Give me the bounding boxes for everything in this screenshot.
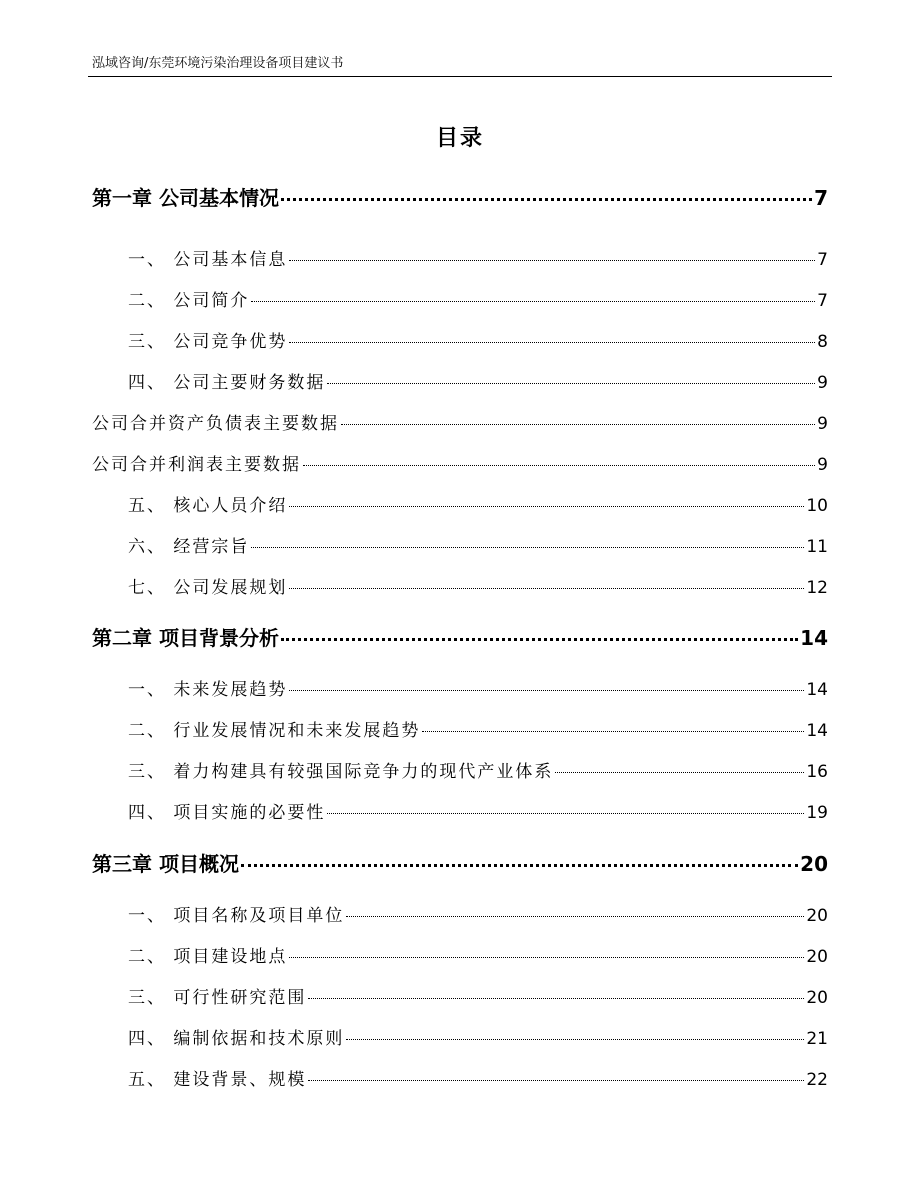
dot-leader [289,957,804,958]
toc-entry-label: 五、 核心人员介绍 [128,496,288,516]
toc-entry-label: 七、 公司发展规划 [128,578,288,598]
toc-entry[interactable] [128,491,828,516]
dot-leader [422,731,804,732]
dot-leader [346,916,804,917]
toc-entry-page: 11 [806,537,828,557]
toc-entry-label: 三、 公司竞争优势 [128,332,288,352]
toc-entry[interactable] [128,983,828,1008]
toc-entry-page: 21 [806,1029,828,1049]
toc-entry-chapter-2[interactable] [92,622,828,651]
toc-entry-label: 二、 行业发展情况和未来发展趋势 [128,721,421,741]
dot-leader [251,547,804,548]
dot-leader [308,998,804,999]
toc-entry-label: 三、 着力构建具有较强国际竞争力的现代产业体系 [128,762,554,782]
toc-entry-label: 五、 建设背景、规模 [128,1070,307,1090]
toc-entry[interactable] [128,757,828,782]
dot-leader [241,864,798,867]
dot-leader [281,198,812,201]
dot-leader [289,588,804,589]
dot-leader [327,383,815,384]
toc-entry-page: 14 [806,680,828,700]
toc-entry-label: 三、 可行性研究范围 [128,988,307,1008]
toc-entry-page: 7 [817,250,828,270]
toc-entry-label: 公司合并利润表主要数据 [92,455,301,475]
toc-entry-page: 9 [817,373,828,393]
dot-leader [341,424,815,425]
toc-entry[interactable] [128,245,828,270]
toc-entry-page: 22 [806,1070,828,1090]
toc-entry[interactable] [128,942,828,967]
toc-entry-label: 二、 项目建设地点 [128,947,288,967]
dot-leader [327,813,804,814]
toc-entry-page: 8 [817,332,828,352]
toc-entry-label: 二、 公司简介 [128,291,250,311]
dot-leader [281,638,798,641]
toc-entry-label: 六、 经营宗旨 [128,537,250,557]
toc-entry-label: 第二章 项目背景分析 [92,626,279,650]
toc-entry-page: 7 [814,186,828,210]
toc-entry-page: 20 [806,906,828,926]
toc-entry-label: 四、 公司主要财务数据 [128,373,326,393]
toc-entry-page: 20 [800,852,828,876]
toc-entry[interactable] [128,532,828,557]
toc-entry-page: 7 [817,291,828,311]
toc-entry-page: 10 [806,496,828,516]
toc-entry-label: 公司合并资产负债表主要数据 [92,414,339,434]
toc-entry[interactable] [128,573,828,598]
toc-entry-label: 第一章 公司基本情况 [92,186,279,210]
toc-entry-page: 19 [806,803,828,823]
toc-entry-label: 四、 项目实施的必要性 [128,803,326,823]
toc-entry[interactable] [128,716,828,741]
toc-entry[interactable] [128,798,828,823]
toc-entry[interactable] [128,368,828,393]
toc-entry-label: 一、 公司基本信息 [128,250,288,270]
dot-leader [251,301,815,302]
dot-leader [308,1080,804,1081]
dot-leader [346,1039,804,1040]
toc-entry-chapter-3[interactable] [92,848,828,877]
toc-entry[interactable] [92,450,828,475]
toc-entry-page: 20 [806,988,828,1008]
dot-leader [289,506,804,507]
toc-entry[interactable] [128,327,828,352]
toc-entry[interactable] [128,1024,828,1049]
dot-leader [555,772,804,773]
toc-entry[interactable] [128,675,828,700]
header-rule [88,76,832,77]
toc-entry-label: 一、 项目名称及项目单位 [128,906,345,926]
toc-entry[interactable] [128,286,828,311]
toc-entry-chapter-1[interactable] [92,182,828,211]
dot-leader [303,465,815,466]
toc-entry-page: 14 [806,721,828,741]
dot-leader [289,342,815,343]
dot-leader [289,260,815,261]
dot-leader [289,690,804,691]
toc-entry-page: 14 [800,626,828,650]
toc-entry-page: 9 [817,414,828,434]
running-header: 泓域咨询/东莞环境污染治理设备项目建议书 [92,56,344,71]
toc-entry[interactable] [92,409,828,434]
toc-entry-page: 16 [806,762,828,782]
toc-title: 目录 [435,126,484,151]
toc-entry-label: 一、 未来发展趋势 [128,680,288,700]
toc-entry-page: 20 [806,947,828,967]
toc-entry-page: 12 [806,578,828,598]
toc-entry[interactable] [128,901,828,926]
toc-entry[interactable] [128,1065,828,1090]
toc-entry-page: 9 [817,455,828,475]
toc-entry-label: 第三章 项目概况 [92,852,239,876]
toc-entry-label: 四、 编制依据和技术原则 [128,1029,345,1049]
